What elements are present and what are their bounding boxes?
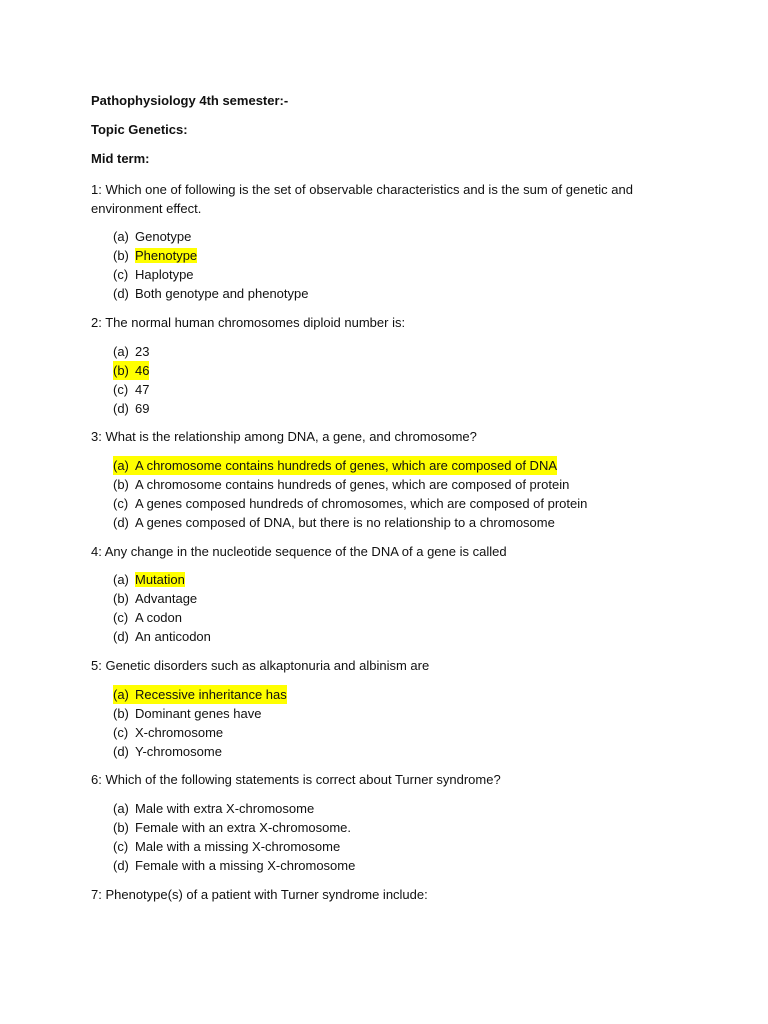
option-text: X-chromosome bbox=[135, 725, 224, 740]
option-5b bbox=[113, 704, 287, 723]
option-1a bbox=[113, 227, 308, 246]
option-label: (d) bbox=[113, 515, 129, 530]
option-text: A genes composed of DNA, but there is no relationship to a chromosome bbox=[135, 515, 555, 530]
option-label: (a) bbox=[113, 801, 129, 816]
option-2a bbox=[113, 342, 149, 361]
question-2-options bbox=[113, 342, 149, 418]
option-6a bbox=[113, 799, 355, 818]
option-text: A codon bbox=[135, 610, 182, 625]
option-label: (c) bbox=[113, 382, 129, 397]
option-text: A genes composed hundreds of chromosomes, which are composed of protein bbox=[135, 496, 588, 511]
question-5-options bbox=[113, 685, 287, 761]
option-label: (c) bbox=[113, 267, 129, 282]
option-label: (a) bbox=[113, 344, 129, 359]
question-3-text: 3: What is the relationship among DNA, a gene, and chromosome? bbox=[91, 429, 477, 444]
topic-title: Topic Genetics: bbox=[91, 122, 188, 137]
option-6d bbox=[113, 856, 355, 875]
option-5d bbox=[113, 742, 287, 761]
option-text-highlighted: Mutation bbox=[135, 572, 185, 587]
option-text: 69 bbox=[135, 401, 150, 416]
course-title: Pathophysiology 4th semester:- bbox=[91, 93, 289, 108]
option-3d bbox=[113, 513, 587, 532]
option-2c bbox=[113, 380, 149, 399]
option-text-highlighted: 46 bbox=[135, 363, 150, 378]
option-label: (a) bbox=[113, 572, 129, 587]
option-1d bbox=[113, 284, 308, 303]
option-4d bbox=[113, 627, 211, 646]
question-2-text: 2: The normal human chromosomes diploid number is: bbox=[91, 315, 406, 330]
question-4-options bbox=[113, 570, 211, 646]
question-6-options bbox=[113, 799, 355, 875]
option-label: (d) bbox=[113, 286, 129, 301]
option-label: (d) bbox=[113, 858, 129, 873]
option-label: (b) bbox=[113, 591, 129, 606]
option-text: Haplotype bbox=[135, 267, 194, 282]
option-4b bbox=[113, 589, 211, 608]
option-text-highlighted: A chromosome contains hundreds of genes, which are composed of DNA bbox=[135, 458, 558, 473]
option-label: (a) bbox=[113, 458, 129, 473]
option-text: An anticodon bbox=[135, 629, 211, 644]
option-label: (a) bbox=[113, 687, 129, 702]
option-2b bbox=[113, 361, 149, 380]
option-label: (b) bbox=[113, 363, 129, 378]
option-label: (d) bbox=[113, 401, 129, 416]
option-label: (b) bbox=[113, 477, 129, 492]
option-label: (d) bbox=[113, 744, 129, 759]
question-5-text: 5: Genetic disorders such as alkaptonuria and albinism are bbox=[91, 658, 430, 673]
option-label: (c) bbox=[113, 839, 129, 854]
option-text: Female with a missing X-chromosome bbox=[135, 858, 356, 873]
option-5a bbox=[113, 685, 287, 704]
question-4-text: 4: Any change in the nucleotide sequence of the DNA of a gene is called bbox=[91, 544, 507, 559]
option-3c bbox=[113, 494, 587, 513]
option-text: Advantage bbox=[135, 591, 198, 606]
option-text: 23 bbox=[135, 344, 150, 359]
option-text: A chromosome contains hundreds of genes, which are composed of protein bbox=[135, 477, 570, 492]
option-3b bbox=[113, 475, 587, 494]
option-text: Male with a missing X-chromosome bbox=[135, 839, 341, 854]
question-6-text: 6: Which of the following statements is correct about Turner syndrome? bbox=[91, 772, 501, 787]
option-2d bbox=[113, 399, 149, 418]
option-text: Male with extra X-chromosome bbox=[135, 801, 315, 816]
option-4a bbox=[113, 570, 211, 589]
option-label: (b) bbox=[113, 820, 129, 835]
question-3-options bbox=[113, 456, 587, 532]
option-4c bbox=[113, 608, 211, 627]
question-1-text: 1: Which one of following is the set of observable characteristics and is the sum of genetic and environment effect. bbox=[91, 182, 633, 216]
option-text-highlighted: Phenotype bbox=[135, 248, 198, 263]
option-label: (b) bbox=[113, 706, 129, 721]
option-6c bbox=[113, 837, 355, 856]
option-text: Female with an extra X-chromosome. bbox=[135, 820, 352, 835]
option-label: (c) bbox=[113, 610, 129, 625]
question-7-text: 7: Phenotype(s) of a patient with Turner syndrome include: bbox=[91, 887, 428, 902]
option-label: (b) bbox=[113, 248, 129, 263]
option-text: Both genotype and phenotype bbox=[135, 286, 309, 301]
exam-title: Mid term: bbox=[91, 151, 150, 166]
option-text: Y-chromosome bbox=[135, 744, 222, 759]
option-text: Dominant genes have bbox=[135, 706, 262, 721]
option-label: (c) bbox=[113, 725, 129, 740]
option-6b bbox=[113, 818, 355, 837]
option-text: 47 bbox=[135, 382, 150, 397]
option-3a bbox=[113, 456, 587, 475]
question-1-options bbox=[113, 227, 308, 303]
option-1c bbox=[113, 265, 308, 284]
option-1b bbox=[113, 246, 308, 265]
option-text-highlighted: Recessive inheritance has bbox=[135, 687, 287, 702]
option-label: (c) bbox=[113, 496, 129, 511]
option-label: (d) bbox=[113, 629, 129, 644]
option-label: (a) bbox=[113, 229, 129, 244]
option-5c bbox=[113, 723, 287, 742]
option-text: Genotype bbox=[135, 229, 192, 244]
